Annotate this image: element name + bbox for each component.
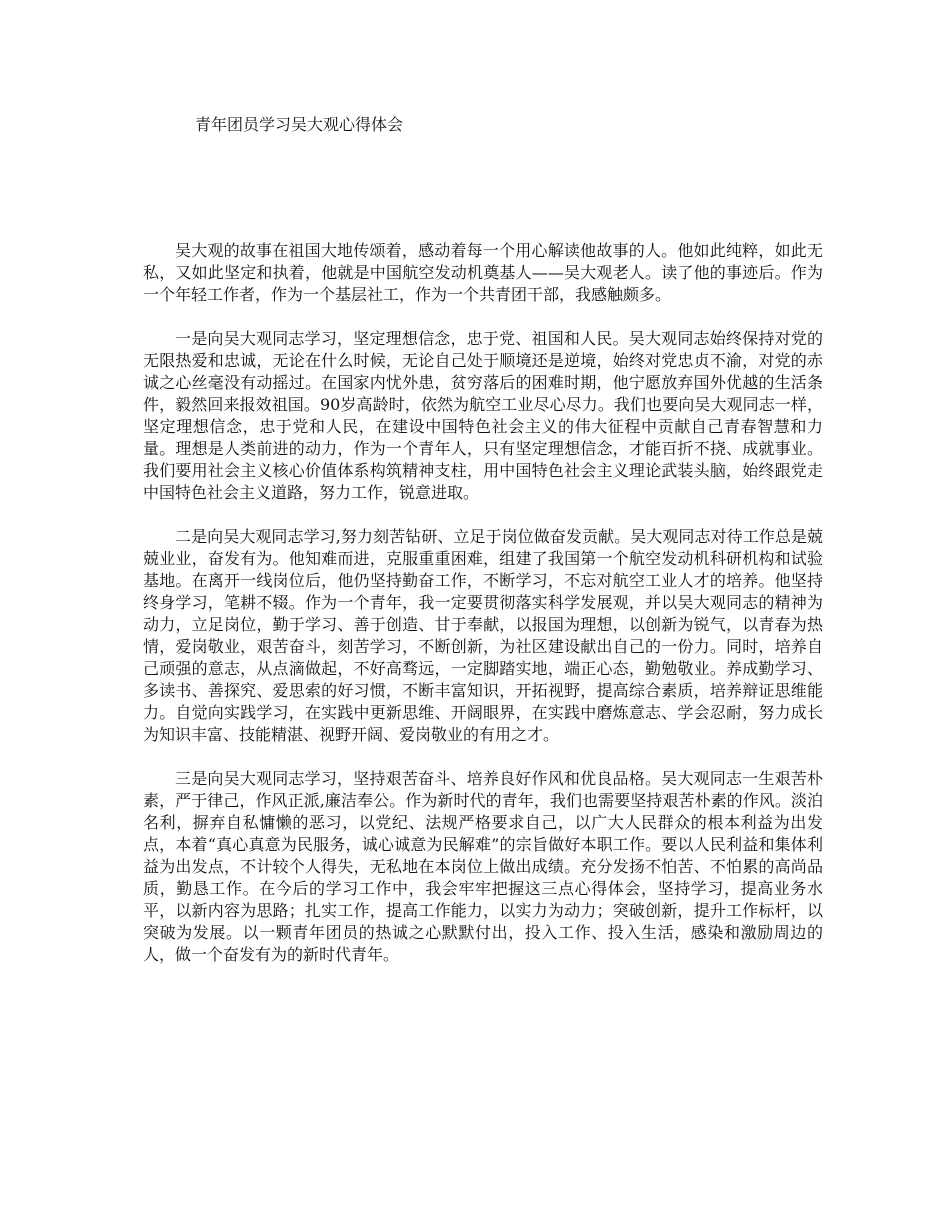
paragraph-point-one: 一是向吴大观同志学习，坚定理想信念，忠于党、祖国和人民。吴大观同志始终保持对党的无限热爱和忠诚，无论在什么时候，无论自己处于顺境还是逆境，始终对党忠贞不渝，对党的赤诚之心丝毫没有动摇过。在国家内忧外患，贫穷落后的困难时期，他宁愿放弃国外优越的生活条件，毅然回来报效祖国。90岁高龄时，依然为航空工业尽心尽力。我们也要向吴大观同志一样，坚定理想信念，忠于党和人民，在建设中国特色社会主义的伟大征程中贡献自己青春智慧和力量。理想是人类前进的动力，作为一个青年人，只有坚定理想信念，才能百折不挠、成就事业。我们要用社会主义核心价值体系构筑精神支柱，用中国特色社会主义理论武装头脑，始终跟党走中国特色社会主义道路，努力工作，锐意进取。 (143, 329, 823, 502)
paragraph-point-three: 三是向吴大观同志学习，坚持艰苦奋斗、培养良好作风和优良品格。吴大观同志一生艰苦朴素，严于律己，作风正派,廉洁奉公。作为新时代的青年，我们也需要坚持艰苦朴素的作风。淡泊名利，摒弃自私慵懒的恶习，以党纪、法规严格要求自己，以广大人民群众的根本利益为出发点，本着“真心真意为民服务，诚心诚意为民解难”的宗旨做好本职工作。要以人民利益和集体利益为出发点，不计较个人得失，无私地在本岗位上做出成绩。充分发扬不怕苦、不怕累的高尚品质，勤恳工作。在今后的学习工作中，我会牢牢把握这三点心得体会，坚持学习，提高业务水平，以新内容为思路；扎实工作，提高工作能力，以实力为动力；突破创新，提升工作标杆，以突破为发展。以一颗青年团员的热诚之心默默付出，投入工作、投入生活，感染和激励周边的人，做一个奋发有为的新时代青年。 (143, 769, 823, 964)
document-body (143, 240, 823, 988)
paragraph-intro: 吴大观的故事在祖国大地传颂着，感动着每一个用心解读他故事的人。他如此纯粹，如此无私，又如此坚定和执着，他就是中国航空发动机奠基人——吴大观老人。读了他的事迹后。作为一个年轻工作者，作为一个基层社工，作为一个共青团干部，我感触颇多。 (143, 241, 823, 304)
paragraph-point-two: 二是向吴大观同志学习,努力刻苦钻研、立足于岗位做奋发贡献。吴大观同志对待工作总是兢兢业业，奋发有为。他知难而进，克服重重困难，组建了我国第一个航空发动机科研机构和试验基地。在离开一线岗位后，他仍坚持勤奋工作，不断学习，不忘对航空工业人才的培养。他坚持终身学习，笔耕不辍。作为一个青年，我一定要贯彻落实科学发展观，并以吴大观同志的精神为动力，立足岗位，勤于学习、善于创造、甘于奉献，以报国为理想，以创新为锐气，以青春为热情，爱岗敬业，艰苦奋斗，刻苦学习，不断创新，为社区建设献出自己的一份力。同时，培养自己顽强的意志，从点滴做起，不好高骛远，一定脚踏实地，端正心态，勤勉敬业。养成勤学习、多读书、善探究、爱思索的好习惯，不断丰富知识，开拓视野，提高综合素质，培养辩证思维能力。自觉向实践学习，在实践中更新思维、开阔眼界，在实践中磨炼意志、学会忍耐，努力成长为知识丰富、技能精湛、视野开阔、爱岗敬业的有用之才。 (143, 527, 823, 744)
document-title: 青年团员学习吴大观心得体会 (195, 115, 404, 134)
